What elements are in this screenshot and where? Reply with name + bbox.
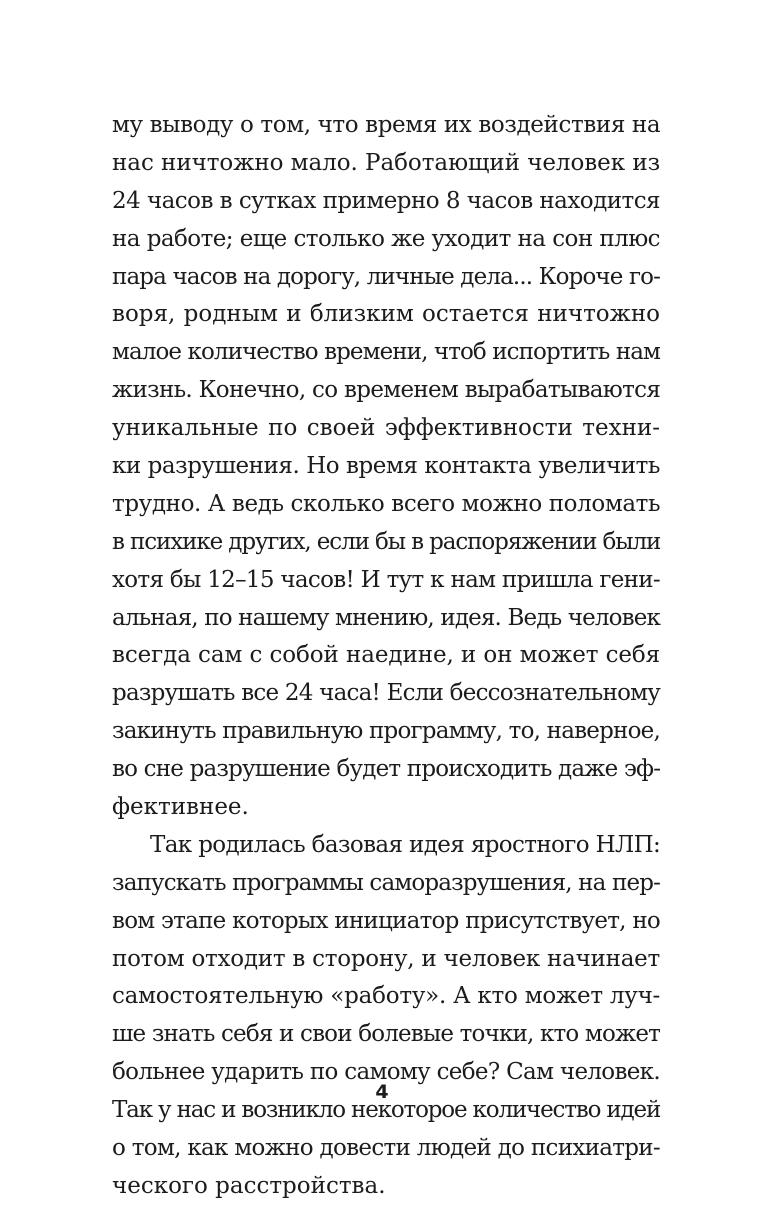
body-text (112, 107, 660, 1206)
text-line: потом отходит в сторону, и человек начинает (112, 945, 660, 972)
text-line: Так родилась базовая идея яростного НЛП: (150, 831, 661, 858)
paragraph-2 (112, 827, 660, 1206)
page-number: 4 (375, 1081, 389, 1103)
text-line: жизнь. Конечно, со временем вырабатываются (112, 377, 661, 404)
text-line: о том, как можно довести людей до психиатри- (112, 1135, 660, 1162)
text-line: ше знать себя и свои болевые точки, кто может (112, 1021, 660, 1048)
text-line: трудно. А ведь сколько всего можно поломать (112, 490, 661, 517)
text-line: всегда сам с собой наедине, и он может себя (112, 642, 661, 669)
text-line: воря, родным и близким остается ничтожно (112, 301, 660, 328)
text-line: пара часов на дорогу, личные дела... Короче го- (112, 263, 661, 290)
text-line: вом этапе которых инициатор присутствует, но (112, 907, 660, 934)
text-line: больнее ударить по самому себе? Сам человек. (112, 1059, 660, 1086)
text-line: уникальные по своей эффективности техни- (112, 415, 660, 442)
text-line: фективнее. (112, 794, 249, 821)
text-line: на работе; еще столько же уходит на сон плюс (112, 225, 660, 252)
text-line: в психике других, если бы в распоряжении были (112, 528, 661, 555)
text-line: Так у нас и возникло некоторое количество идей (112, 1097, 661, 1124)
text-line: во сне разрушение будет происходить даже эф- (112, 756, 661, 783)
text-line: разрушать все 24 часа! Если бессознательному (112, 680, 661, 707)
text-line: нас ничтожно мало. Работающий человек из (112, 149, 661, 176)
text-line: альная, по нашему мнению, идея. Ведь человек (112, 604, 660, 631)
text-line: самостоятельную «работу». А кто может луч- (112, 983, 661, 1010)
text-line: малое количество времени, чтоб испортить нам (112, 339, 660, 366)
text-line: хотя бы 12–15 часов! И тут к нам пришла гени- (112, 566, 660, 593)
paragraph-1 (112, 107, 660, 827)
text-line: ческого расстройства. (112, 1172, 386, 1199)
text-line: ки разрушения. Но время контакта увеличить (112, 453, 660, 480)
text-line: му выводу о том, что время их воздействия на (112, 112, 661, 138)
text-line: 24 часов в сутках примерно 8 часов находится (112, 187, 660, 214)
text-line: запускать программы саморазрушения, на пер- (112, 869, 661, 896)
text-line: закинуть правильную программу, то, наверное, (112, 718, 660, 745)
